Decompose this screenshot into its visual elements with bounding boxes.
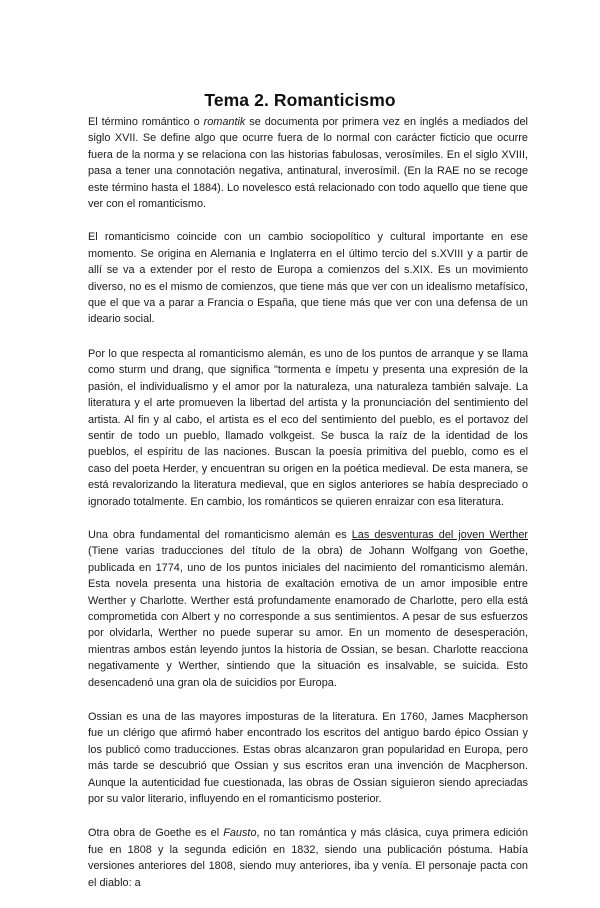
paragraph-6-text-start: Otra obra de Goethe es el (88, 827, 224, 840)
paragraph-4-text-end: (Tiene varias traducciones del título de la obra) de Johann Wolfgang von Goethe, publicada en 1774, uno de los puntos iniciales del nacimiento del romanticismo alemán. Esta novela presenta una historia de exaltación emotiva de un amor imposible entre Werther y Charlotte. Werther está profundamente enamorado de Charlotte, pero ella está comprometida con Albert y no corresponde a sus sentimientos. A pesar de sus esfuerzos por olvidarla, Werther no puede superar su amor. En un momento de desesperación, mientras ambos están leyendo juntos la historia de Ossian, se besan. Charlotte reacciona negativamente y Werther, sintiendo que la situación es insalvable, se suicida. Esto desencadenó una gran ola de suicidios por Europa. (88, 545, 528, 689)
paragraph-1-italic-term: romantik (203, 116, 246, 128)
document-body (88, 114, 528, 908)
paragraph-3: Por lo que respecta al romanticismo alemán, es uno de los puntos de arranque y se llama como sturm und drang, que significa "tormenta e ímpetu y presenta una expresión de la pasión, el individualismo y el amor por la naturaleza, una naturaleza también salvaje. La literatura y el arte promueven la libertad del artista y la pronunciación del sentimiento del artista. Al fin y al cabo, el artista es el eco del sentimiento del pueblo, es el portavoz del sentir de todo un pueblo, llamado volkgeist. Se busca la raíz de la identidad de los pueblos, el espíritu de las naciones. Buscan la poesía primitiva del pueblo, como es el caso del poeta Herder, y encuentran su origen en la poética medieval. De esta manera, se está revalorizando la literatura medieval, que en siglos anteriores se había despreciado o ignorado totalmente. En cambio, los románticos se quieren enraizar con esa literatura. (88, 347, 528, 508)
paragraph-6-text-end: , no tan romántica y más clásica, cuya primera edición fue en 1808 y la segunda edición en 1832, siendo una publicación póstuma. Había versiones anteriores del 1808, siendo muy anteriores, iba y venía. El personaje pacta con el diablo: a (88, 827, 529, 889)
paragraph-1-text-start: El término romántico o (88, 116, 204, 128)
page-title: Tema 2. Romanticismo (204, 90, 396, 110)
paragraph-4-text-start: Una obra fundamental del romanticismo alemán es (88, 528, 352, 541)
paragraph-2: El romanticismo coincide con un cambio sociopolítico y cultural importante en ese momento. Se origina en Alemania e Inglaterra en el último tercio del s.XVIII y a partir de allí se va a extender por el resto de Europa a comienzos del s.XIX. Es un movimiento diverso, no es el mismo de comienzos, que tiene más que ver con un idealismo metafísico, que el que va a parar a Francia o España, que tiene más que ver con una defensa de un ideario social. (88, 231, 528, 326)
paragraph-5: Ossian es una de las mayores imposturas de la literatura. En 1760, James Macpherson fue un clérigo que afirmó haber encontrado los escritos del antiguo bardo épico Ossian y los publicó como traducciones. Estas obras alcanzaron gran popularidad en Europa, pero más tarde se descubrió que Ossian y sus escritos eran una invención de Macpherson. Aunque la autenticidad fue cuestionada, las obras de Ossian siguieron siendo apreciadas por su valor literario, influyendo en el romanticismo posterior. (88, 711, 528, 806)
paragraph-1-text-end: se documenta por primera vez en inglés a mediados del siglo XVII. Se define algo que ocurre fuera de lo normal con carácter ficticio que ocurre fuera de la norma y se relaciona con las historias fabulosas, verosímiles. En el siglo XVIII, pasa a tener una connotación negativa, antinatural, inverosímil. (En la RAE no se recoge este término hasta el 1884). Lo novelesco está relacionado con todo aquello que tiene que ver con el romanticismo. (88, 116, 528, 211)
werther-title-link[interactable]: Las desventuras del joven Werther (351, 528, 529, 541)
paragraph-6 (88, 825, 528, 891)
paragraph-6-italic-title: Fausto (223, 827, 257, 840)
paragraph-1 (88, 114, 528, 212)
paragraph-4 (88, 527, 528, 691)
